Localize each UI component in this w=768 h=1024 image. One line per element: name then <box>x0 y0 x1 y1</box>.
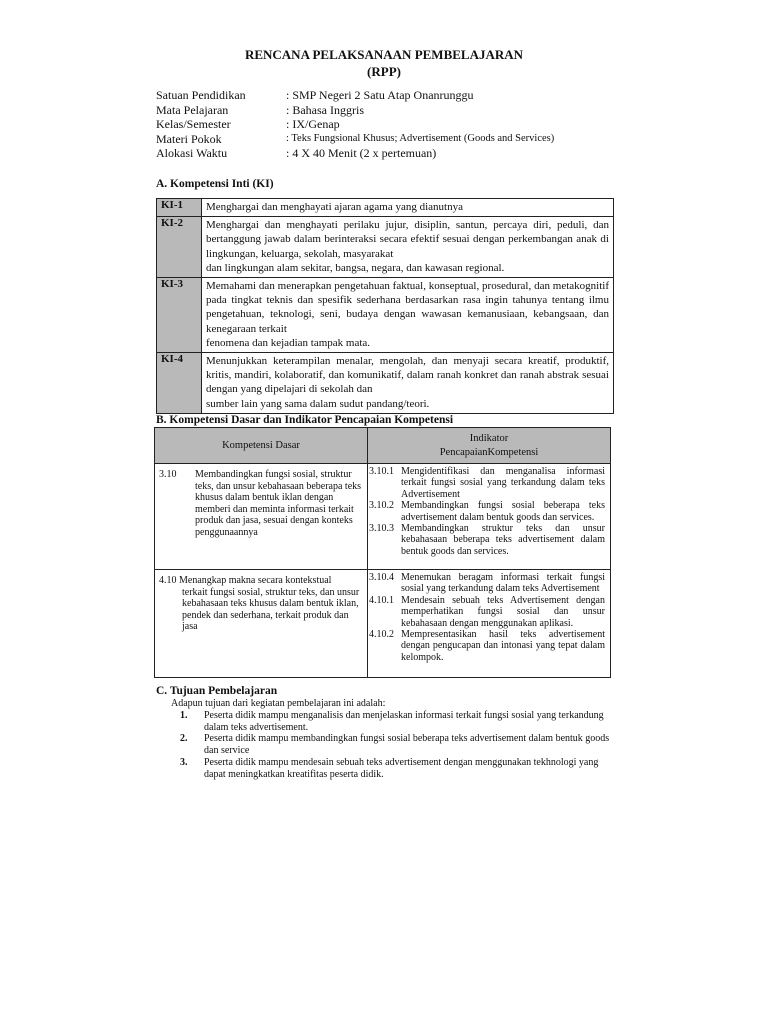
indicator-item <box>369 523 609 557</box>
indicator-text: Membandingkan fungsi sosial beberapa teks advertisement dalam bentuk goods dan services. <box>401 500 605 523</box>
header-line: PencapaianKompetensi <box>439 446 539 458</box>
meta-label: Mata Pelajaran <box>156 102 229 117</box>
indicator-number: 3.10.4 <box>369 572 394 583</box>
tujuan-intro: Adapun tujuan dari kegiatan pembelajaran ini adalah: <box>171 698 386 709</box>
indicator-text: Mendesain sebuah teks Advertisement dengan memperhatikan fungsi sosial dan unsur kebahasaan dengan menggunakan aplikasi. <box>401 594 605 629</box>
tujuan-block <box>171 698 616 781</box>
kd-text: Membandingkan fungsi sosial, struktur teks, dan unsur kebahasaan beberapa teks khusus dalam bentuk iklan dengan memberi dan meminta informasi terkait produk dan jasa, sesuai dengan konteks penggunaannya <box>195 469 362 538</box>
document-subtitle: (RPP) <box>367 64 401 79</box>
indicator-cell <box>368 464 611 570</box>
indicator-number: 3.10.3 <box>369 523 394 535</box>
kd-text: 4.10 Menangkap makna secara kontekstual <box>159 575 332 586</box>
indicator-item <box>369 466 609 500</box>
table-header-row <box>155 428 611 464</box>
table-row <box>155 464 611 570</box>
indicator-text: Mengidentifikasi dan menganalisa informasi terkait fungsi sosial yang terkandung dalam teks Advertisement <box>401 466 605 500</box>
document-title: RENCANA PELAKSANAAN PEMBELAJARAN <box>244 47 524 62</box>
meta-row <box>156 88 554 103</box>
column-header-kd: Kompetensi Dasar <box>155 428 368 464</box>
meta-label: Alokasi Waktu <box>156 146 228 161</box>
ki-description <box>202 278 614 353</box>
indicator-cell <box>368 570 611 678</box>
section-heading-ki: A. Kompetensi Inti (KI) <box>156 178 274 190</box>
table-row <box>155 570 611 678</box>
indicator-number: 4.10.2 <box>369 629 394 641</box>
list-text: Peserta didik mampu membandingkan fungsi sosial beberapa teks advertisement dalam bentuk goods dan service <box>204 733 610 757</box>
header-line: Indikator <box>469 432 509 444</box>
meta-value: : Bahasa Inggris <box>286 102 364 117</box>
list-item <box>171 733 616 757</box>
indicator-item <box>369 595 609 629</box>
kd-text: terkait fungsi sosial, struktur teks, dan unsur kebahasaan teks khusus dalam bentuk iklan, pendek dan sederhana, terkait produk dan jasa <box>182 586 360 632</box>
meta-row <box>156 146 554 161</box>
meta-row <box>156 103 554 118</box>
ki-text: Menghargai dan menghayati ajaran agama yang dianutnya <box>206 201 463 213</box>
ki-text: Memahami dan menerapkan pengetahuan faktual, konseptual, prosedural, dan metakognitif pada tingkat teknis dan spesifik sederhana berdasarkan rasa ingin tahunya tentang ilmu pengetahuan, teknologi, seni, budaya dengan wawasan kemanusiaan, kebangsaan, dan kenegaraan terkait <box>206 280 609 335</box>
meta-row <box>156 117 554 132</box>
kompetensi-inti-table <box>156 198 614 414</box>
identity-block <box>156 88 554 161</box>
ki-text: fenomena dan kejadian tampak mata. <box>206 336 371 349</box>
indicator-item <box>369 629 609 663</box>
ki-description <box>202 217 614 278</box>
ki-code: KI-4 <box>157 353 202 414</box>
meta-label: Materi Pokok <box>156 131 222 146</box>
ki-description <box>202 199 614 217</box>
meta-value: : SMP Negeri 2 Satu Atap Onanrunggu <box>286 88 474 102</box>
section-heading-kd: B. Kompetensi Dasar dan Indikator Pencapaian Kompetensi <box>156 414 454 426</box>
list-text: Peserta didik mampu mendesain sebuah teks advertisement dengan menggunakan tekhnologi yang dapat meningkatkan kreatifitas peserta didik. <box>204 756 599 780</box>
indicator-text: Mempresentasikan hasil teks advertisement dengan pengucapan dan intonasi yang tepat dalam kelompok. <box>401 629 605 663</box>
kd-number: 3.10 <box>159 469 177 480</box>
ki-code: KI-3 <box>157 278 202 353</box>
meta-label: Satuan Pendidikan <box>156 88 246 102</box>
list-number: 3. <box>180 756 188 768</box>
meta-value: : 4 X 40 Menit (2 x pertemuan) <box>286 146 437 161</box>
section-heading-tujuan: C. Tujuan Pembelajaran <box>156 685 278 697</box>
ki-text: Menunjukkan keterampilan menalar, mengolah, dan menyaji secara kreatif, produktif, kritis, mandiri, kolaboratif, dan komunikatif, dalam ranah konkret dan ranah abstrak sesuai dengan yang dipelajari di sekolah dan <box>206 355 609 396</box>
indicator-item <box>369 572 609 595</box>
indicator-number: 3.10.2 <box>369 500 394 512</box>
table-row <box>157 199 614 217</box>
list-text: Peserta didik mampu menganalisis dan menjelaskan informasi terkait fungsi sosial yang terkandung dalam teks advertisement. <box>204 709 604 733</box>
indicator-text: Menemukan beragam informasi terkait fungsi sosial yang terkandung dalam teks Advertisement <box>401 572 605 595</box>
indicator-number: 3.10.1 <box>369 466 394 477</box>
ki-text: Menghargai dan menghayati perilaku jujur, disiplin, santun, percaya diri, peduli, dan bertanggung jawab dalam berinteraksi secara efektif sesuai dengan perkembangan anak di lingkungan, keluarga, sekolah, masyarakat <box>206 219 609 260</box>
meta-row <box>156 132 554 147</box>
meta-label: Kelas/Semester <box>156 117 231 132</box>
table-row <box>157 353 614 414</box>
list-number: 1. <box>180 709 188 721</box>
table-row <box>157 278 614 353</box>
ki-text: sumber lain yang sama dalam sudut pandang/teori. <box>206 397 430 410</box>
indicator-number: 4.10.1 <box>369 594 394 606</box>
ki-code: KI-2 <box>157 217 202 278</box>
meta-value: : IX/Genap <box>286 117 340 132</box>
ki-description <box>202 353 614 414</box>
list-item <box>171 710 616 734</box>
kd-cell <box>155 570 368 678</box>
table-row <box>157 217 614 278</box>
list-item <box>171 757 616 781</box>
indicator-item <box>369 500 609 523</box>
ki-code: KI-1 <box>157 199 202 217</box>
meta-value: : Teks Fungsional Khusus; Advertisement (Goods and Services) <box>286 132 555 144</box>
ki-text: dan lingkungan alam sekitar, bangsa, negara, dan kawasan regional. <box>206 261 505 274</box>
kd-cell <box>155 464 368 570</box>
list-number: 2. <box>180 733 188 745</box>
column-header-indicator <box>368 428 611 464</box>
indicator-text: Membandingkan struktur teks dan unsur kebahasaan beberapa teks advertisement dalam bentuk goods dan services. <box>401 523 605 557</box>
kompetensi-dasar-table <box>154 427 611 678</box>
